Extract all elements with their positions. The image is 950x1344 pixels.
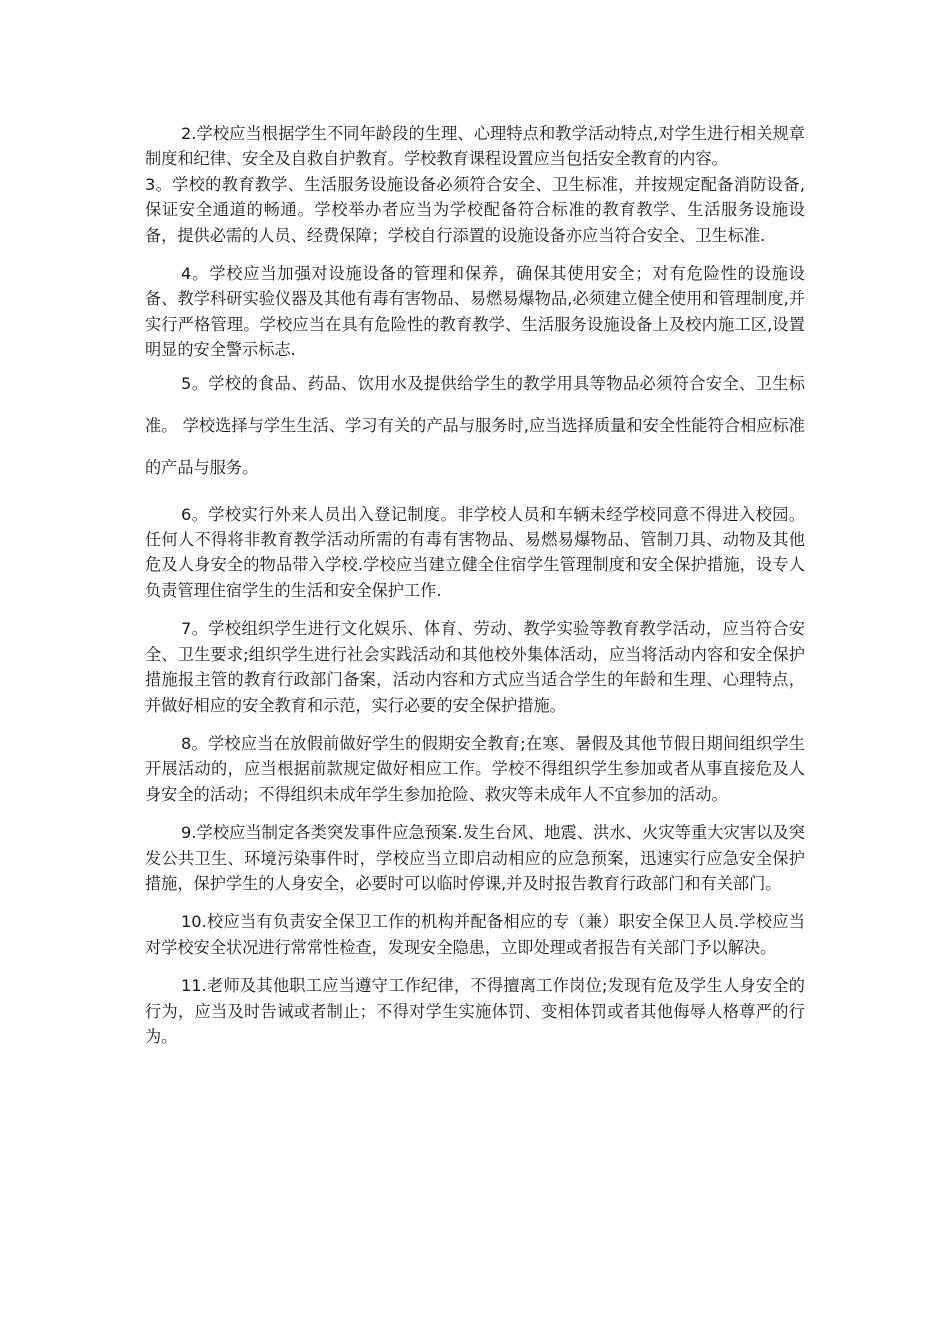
paragraph-10: 10.校应当有负责安全保卫工作的机构并配备相应的专（兼）职安全保卫人员.学校应当对学校安全状况进行常常性检查，发现安全隐患，立即处理或者报告有关部门予以解决。 <box>145 912 805 957</box>
paragraph-11: 11.老师及其他职工应当遵守工作纪律，不得擅离工作岗位;发现有危及学生人身安全的行为，应当及时告诫或者制止；不得对学生实施体罚、变相体罚或者其他侮辱人格尊严的行为。 <box>145 976 805 1046</box>
paragraph-8: 8。学校应当在放假前做好学生的假期安全教育;在寒、暑假及其他节假日期间组织学生开展活动的，应当根据前款规定做好相应工作。学校不得组织学生参加或者从事直接危及人身安全的活动；不得组织未成年学生参加抢险、救灾等未成年人不宜参加的活动。 <box>145 733 805 804</box>
document-body <box>145 121 805 1049</box>
paragraph-3: 3。学校的教育教学、生活服务设施设备必须符合安全、卫生标准，并按规定配备消防设备,保证安全通道的畅通。学校举办者应当为学校配备符合标准的教育教学、生活服务设施设备，提供必需的人员、经费保障；学校自行添置的设施设备亦应当符合安全、卫生标准. <box>145 174 805 245</box>
paragraph-9: 9.学校应当制定各类突发事件应急预案.发生台风、地震、洪水、火灾等重大灾害以及突发公共卫生、环境污染事件时，学校应当立即启动相应的应急预案，迅速实行应急安全保护措施，保护学生的人身安全，必要时可以临时停课,并及时报告教育行政部门和有关部门。 <box>145 823 805 893</box>
paragraph-4: 4。学校应当加强对设施设备的管理和保养，确保其使用安全；对有危险性的设施设备、教学科研实验仪器及其他有毒有害物品、易燃易爆物品,必须建立健全使用和管理制度,并实行严格管理。学校应当在具有危险性的教育教学、生活服务设施设备上及校内施工区,设置明显的安全警示标志. <box>145 264 805 360</box>
paragraph-5: 5。学校的食品、药品、饮用水及提供给学生的教学用具等物品必须符合安全、卫生标准。 学校选择与学生生活、学习有关的产品与服务时,应当选择质量和安全性能符合相应标准的产品与服务。 <box>145 373 805 477</box>
paragraph-2: 2.学校应当根据学生不同年龄段的生理、心理特点和教学活动特点,对学生进行相关规章制度和纪律、安全及自救自护教育。学校教育课程设置应当包括安全教育的内容。 <box>145 124 805 169</box>
paragraph-6: 6。学校实行外来人员出入登记制度。非学校人员和车辆未经学校同意不得进入校园。任何人不得将非教育教学活动所需的有毒有害物品、易燃易爆物品、管制刀具、动物及其他危及人身安全的物品带入学校.学校应当建立健全住宿学生管理制度和安全保护措施，设专人负责管理住宿学生的生活和安全保护工作. <box>145 504 805 600</box>
paragraph-7: 7。学校组织学生进行文化娱乐、体育、劳动、教学实验等教育教学活动，应当符合安全、卫生要求;组织学生进行社会实践活动和其他校外集体活动，应当将活动内容和安全保护措施报主管的教育行政部门备案，活动内容和方式应当适合学生的年龄和生理、心理特点，并做好相应的安全教育和示范，实行必要的安全保护措施。 <box>145 619 805 715</box>
